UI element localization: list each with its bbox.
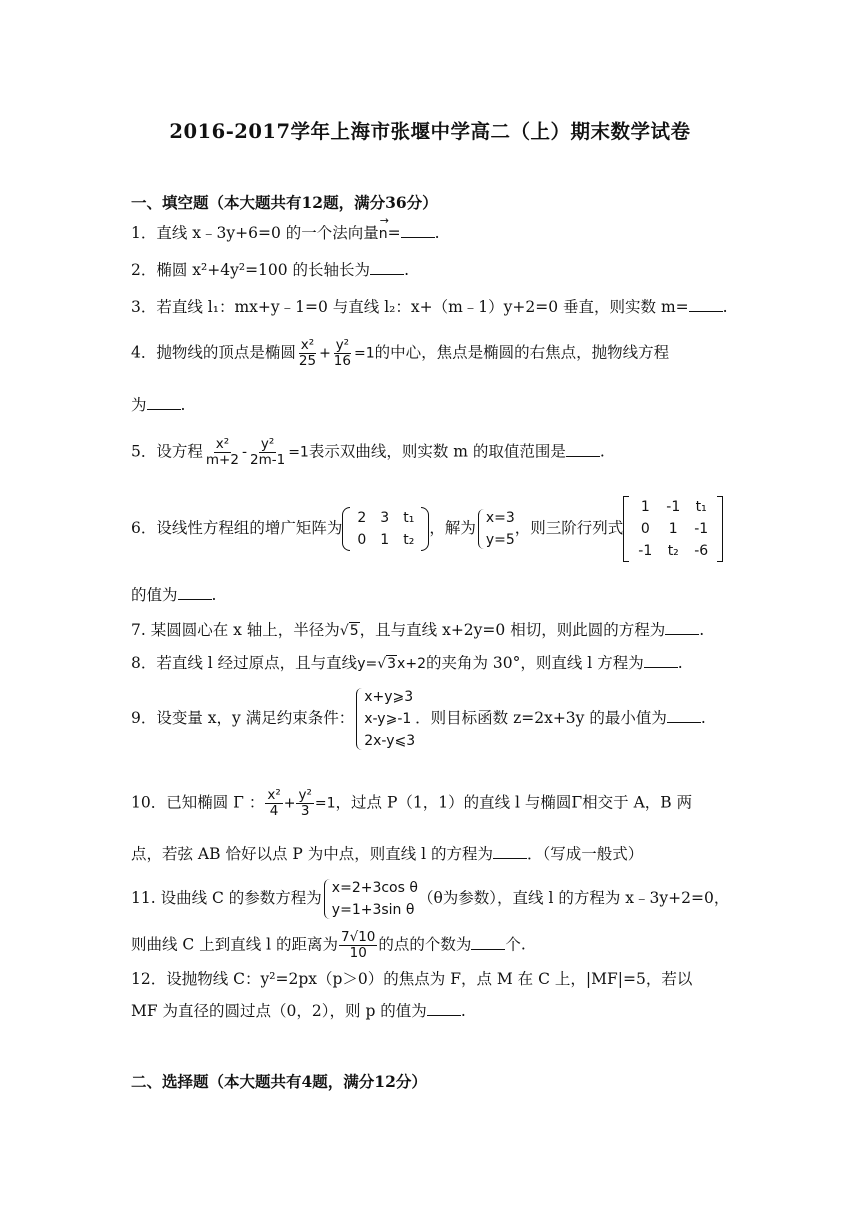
q6-end: . [211,586,217,604]
question-10 [131,788,692,819]
q8-text: 8．若直线 l 经过原点，且与直线 [131,654,358,672]
q6-text-4: 的值为 [131,586,178,604]
constraint-system: x+y⩾3 x-y⩾-1 2x-y⩽3 [354,686,415,752]
q2-end: . [404,261,409,279]
q9-text: 9．设变量 x，y 满足约束条件： [131,709,355,727]
question-2 [131,259,409,281]
q7-text: 7. 某圆圆心在 x 轴上，半径为 [131,621,340,639]
question-11-cont [131,930,526,961]
q6-text-2: ，解为 [429,519,476,537]
answer-blank [401,223,435,238]
q9-text-2: ．则目标函数 z=2x+3y 的最小值为 [415,709,667,727]
section-heading-multiple-choice: 二、选择题（本大题共有4题，满分12分） [131,1072,427,1091]
sqrt-sign: √ [377,656,387,672]
q8-end: . [677,654,683,672]
q1-end: . [434,224,440,242]
sqrt-sign: √ [339,623,349,639]
q2-text: 2．椭圆 x²+4y²=100 的长轴长为 [131,261,371,279]
q12-text-2: MF 为直径的圆过点（0，2），则 p 的值为 [131,1002,427,1020]
q3-end: . [722,298,728,316]
q12-text: 12．设抛物线 C：y²=2px（p＞0）的焦点为 F，点 M 在 C 上，|MF|=5，若以 [131,970,693,988]
answer-blank [493,844,527,859]
answer-blank [370,260,404,275]
solution-system: x=3 y=5 [476,507,515,551]
question-11 [131,877,729,921]
fraction: $\frac{7√10}{10}$ [341,929,376,961]
radicand: 5 [349,623,359,639]
determinant-matrix: 1 -1 t₁ 0 1 -1 -1 t₂ -6 [623,496,723,562]
question-1 [131,222,440,245]
fraction: $\frac{\text{x²}}{25}$ [298,337,317,369]
question-6 [131,496,723,562]
q11-text: 11. 设曲线 C 的参数方程为 [131,889,322,907]
q10-text: 10．已知椭圆 Γ ： [131,793,265,812]
section-heading-fill-in: 一、填空题（本大题共有12题，满分36分） [131,193,438,212]
vector-n: → n [379,223,388,245]
answer-blank [644,653,678,668]
q1-text: 1．直线 x﹣3y+6=0 的一个法向量 [131,224,379,242]
question-6-cont [131,584,216,606]
answer-blank [427,1001,461,1016]
question-3 [131,296,728,318]
fraction: $\frac{\text{y²}}{3}$ [298,787,312,819]
q4-text-3: 为 [131,396,147,414]
q3-text: 3．若直线 l₁：mx+y﹣1=0 与直线 l₂：x+（m﹣1）y+2=0 垂直，则实数 m= [131,298,689,316]
fraction: $\frac{\text{y²}}{16}$ [333,337,351,369]
fraction: $\frac{\text{x²}}{m+2}$ [205,436,239,468]
q9-end: . [700,709,706,727]
q5-text-2: 表示双曲线，则实数 m 的取值范围是 [308,442,566,461]
equals-one: =1 [353,345,375,362]
q4-text-2: 的中心，焦点是椭圆的右焦点，抛物线方程 [374,343,670,362]
question-12 [131,968,692,990]
q6-text: 6．设线性方程组的增广矩阵为 [131,519,343,537]
q11-end: 个. [505,935,526,954]
answer-blank [667,708,701,723]
question-9 [131,686,706,752]
question-10-cont [131,843,643,865]
page-title: 2016-2017学年上海市张堰中学高二（上）期末数学试卷 [169,120,691,143]
q7-end: . [699,621,705,639]
q11-text-2: （θ为参数），直线 l 的方程为 x﹣3y+2=0， [417,889,730,907]
q10-text-3: 点，若弦 AB 恰好以点 P 为中点，则直线 l 的方程为 [131,845,494,863]
q4-end: . [180,396,186,414]
question-8 [131,652,683,675]
q8-text-2: 的夹角为 30°，则直线 l 方程为 [425,654,644,672]
answer-blank [178,585,212,600]
question-5 [131,437,605,468]
question-7 [131,619,704,642]
equals-one: =1 [314,795,336,812]
equals-one: =1 [288,444,309,461]
q6-text-3: ，则三阶行列式 [514,519,624,537]
answer-blank [147,395,181,410]
minus: - [241,444,247,461]
q10-text-4: ．（写成一般式） [527,845,644,863]
plus: + [283,795,296,812]
q10-text-2: ，过点 P（1，1）的直线 l 与椭圆Γ相交于 A，B 两 [335,793,693,812]
q7-text-2: ，且与直线 x+2y=0 相切，则此圆的方程为 [359,621,666,639]
question-4-cont [131,394,185,416]
parametric-system: x=2+3cos θ y=1+3sin θ [322,877,418,921]
q5-end: . [599,442,605,461]
fraction: $\frac{\text{y²}}{2m-1}$ [250,436,286,468]
question-12-cont [131,1000,466,1022]
answer-blank [665,620,699,635]
answer-blank [689,297,723,312]
q11-text-3: 则曲线 C 上到直线 l 的距离为 [131,935,339,954]
q1-eq: = [387,224,401,242]
q11-text-4: 的点的个数为 [378,935,472,954]
answer-blank [566,442,600,457]
q4-text: 4．抛物线的顶点是椭圆 [131,343,296,362]
question-4 [131,338,669,369]
line-eq-part: x+2 [397,656,426,672]
answer-blank [471,935,505,950]
radicand: 3 [387,656,397,672]
q12-end: . [460,1002,466,1020]
plus: + [319,345,331,362]
augmented-matrix: 2 3 t₁ 0 1 t₂ [342,507,429,551]
fraction: $\frac{\text{x²}}{4}$ [267,787,281,819]
line-eq-part: y= [357,656,378,672]
q5-text: 5．设方程 [131,442,203,461]
